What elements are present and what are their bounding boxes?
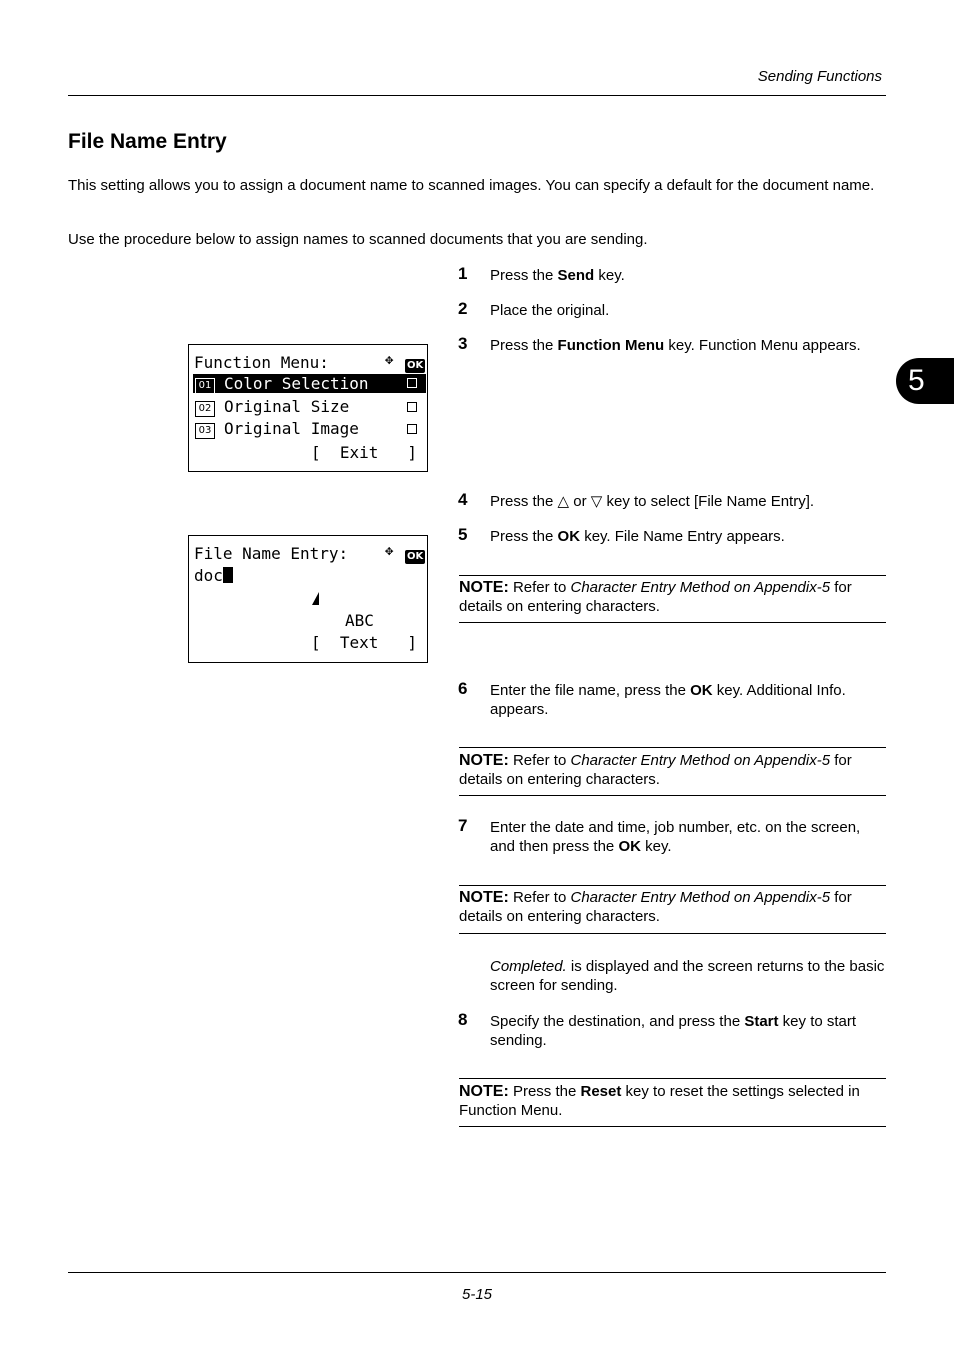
input-mode-arrow-icon xyxy=(311,592,321,606)
step-text: Press the Send key. xyxy=(490,267,625,284)
note-rule xyxy=(459,575,886,576)
lcd-input-mode: ABC xyxy=(345,611,374,630)
note-rule xyxy=(459,933,886,934)
section-title: File Name Entry xyxy=(68,130,227,153)
text-cursor-icon xyxy=(223,567,233,583)
lcd-menu-item: Original Image xyxy=(224,419,359,438)
note-rule xyxy=(459,795,886,796)
step-text: Press the △ or ▽ key to select [File Name Entry]. xyxy=(490,493,815,510)
completed-text: Completed. is displayed and the screen returns to the basic screen for sending. xyxy=(490,958,885,994)
step-text: Enter the file name, press the OK key. Additional Info. appears. xyxy=(490,682,846,718)
lcd-title: Function Menu: xyxy=(194,353,329,372)
step-number: 5 xyxy=(458,525,468,544)
lcd-function-menu xyxy=(188,344,428,472)
ok-icon: OK xyxy=(407,551,424,562)
note-rule xyxy=(459,1126,886,1127)
note-rule xyxy=(459,622,886,623)
step-text: Specify the destination, and press the Start key to start sending. xyxy=(490,1013,857,1049)
chapter-tab xyxy=(896,358,954,404)
cross-arrow-icon: ✥ xyxy=(385,352,394,368)
number-key-icon: 01 xyxy=(195,378,215,394)
step-number: 2 xyxy=(458,299,468,318)
step-text: Press the OK key. File Name Entry appears. xyxy=(490,528,785,545)
procedure-intro: Use the procedure below to assign names to scanned documents that you are sending. xyxy=(68,231,648,248)
note-rule xyxy=(459,1078,886,1079)
step-text: Place the original. xyxy=(490,302,610,319)
checkbox-icon xyxy=(407,424,417,434)
intro-paragraph: This setting allows you to assign a document name to scanned images. You can specify a default for the document name. xyxy=(68,177,875,194)
down-arrow-icon: ▽ xyxy=(590,493,603,510)
lcd-menu-item-selected: 01 Color Selection xyxy=(193,374,426,393)
note: NOTE: Refer to Character Entry Method on Appendix-5 for details on entering characters. xyxy=(459,889,852,925)
step-number: 3 xyxy=(458,334,468,353)
lcd-menu-item: Original Size xyxy=(224,397,350,416)
lcd-input-value: doc xyxy=(194,566,233,585)
lcd-title: File Name Entry: xyxy=(194,544,349,563)
step-number: 8 xyxy=(458,1010,468,1029)
running-header: Sending Functions xyxy=(757,68,882,85)
header-rule xyxy=(68,95,886,96)
checkbox-icon xyxy=(407,378,417,388)
step-number: 6 xyxy=(458,679,468,698)
note-rule xyxy=(459,885,886,886)
lcd-softkey-exit: [ Exit ] xyxy=(311,443,417,462)
note-rule xyxy=(459,747,886,748)
chapter-number: 5 xyxy=(908,364,925,397)
lcd-softkey-text: [ Text ] xyxy=(311,633,417,652)
number-key-icon: 02 xyxy=(195,401,215,417)
note: NOTE: Press the Reset key to reset the settings selected in Function Menu. xyxy=(459,1083,860,1119)
page-number: 5-15 xyxy=(461,1286,493,1303)
ok-icon: OK xyxy=(407,360,424,371)
footer-rule xyxy=(68,1272,886,1273)
lcd-file-name-entry xyxy=(188,535,428,663)
note: NOTE: Refer to Character Entry Method on Appendix-5 for details on entering characters. xyxy=(459,752,852,788)
cross-arrow-icon: ✥ xyxy=(385,543,394,559)
checkbox-icon xyxy=(407,402,417,412)
step-text: Press the Function Menu key. Function Menu appears. xyxy=(490,337,861,354)
step-text: Enter the date and time, job number, etc. on the screen, and then press the OK key. xyxy=(490,819,861,855)
note: NOTE: Refer to Character Entry Method on Appendix-5 for details on entering characters. xyxy=(459,579,852,615)
step-number: 1 xyxy=(458,264,468,283)
up-arrow-icon: △ xyxy=(557,493,570,510)
number-key-icon: 03 xyxy=(195,423,215,439)
step-number: 7 xyxy=(458,816,468,835)
step-number: 4 xyxy=(458,490,468,509)
